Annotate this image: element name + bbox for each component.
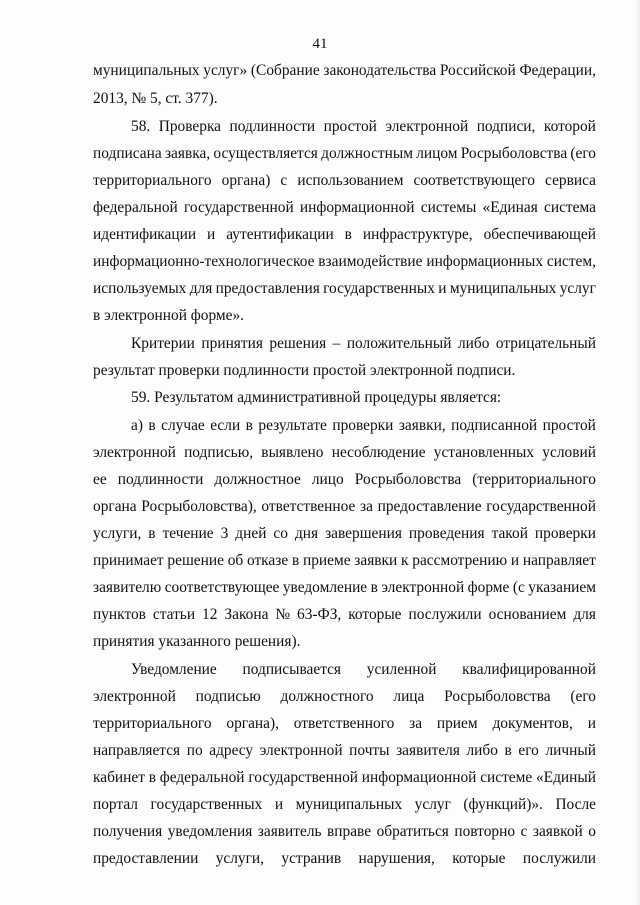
text-line [93,715,596,733]
word: и [438,280,447,297]
word: отрицательный [495,335,596,352]
paragraph-58-start [131,118,596,136]
word: нарушения, [358,850,435,867]
word: электронной [93,688,176,705]
word: органа) [221,172,271,189]
word: получения [93,823,163,840]
text-line [93,498,596,516]
word: проверки [332,417,394,434]
word: «Единый [535,769,596,786]
text-line [93,606,596,624]
word: системе [480,769,533,786]
word: выявлено [261,444,324,461]
word: территориального [93,715,212,732]
word: услуг [414,796,451,813]
word: подписи, [476,118,536,135]
word: (его [570,145,596,162]
word: систем, [546,253,596,270]
text-line [93,280,596,298]
word: форме [467,579,510,596]
word: его [518,742,539,759]
word: если [210,417,241,434]
word: о [588,823,596,840]
word: предоставление [377,498,482,515]
word: и [510,552,520,569]
word: Росрыболовства [354,471,462,488]
word: информационной [361,769,477,786]
word: Федерации, [519,62,596,79]
word: должностным [321,145,413,162]
scan-edge-shadow [634,0,640,905]
word: вправе [327,823,372,840]
word: почты [349,742,390,759]
word: Росрыболовства), [141,498,257,515]
word: по [186,742,203,759]
word: аутентификации [226,226,334,243]
word: должностного [280,688,374,705]
word: решения [269,335,327,352]
word: несоблюдение [331,444,426,461]
word: повторно [454,823,516,840]
word: принятия [201,335,263,352]
word: отказе [246,552,289,569]
word: условий [542,444,596,461]
word: пунктов [93,606,146,623]
word: ответственного [293,715,395,732]
word: лицом [416,145,458,162]
word: подлинности [229,118,316,135]
word: (его [570,688,596,705]
word: Критерии [131,335,195,352]
word: Росрыболовства [444,688,551,705]
word: услуги, [93,525,142,542]
word: заявителя [396,742,460,759]
text-line [93,796,596,814]
word: Закона [224,606,269,623]
word: либо [466,742,498,759]
word: электронной [259,742,343,759]
word: для [189,280,213,297]
word: которые [348,606,402,623]
word: инфраструктуре, [362,226,473,243]
word: для [573,606,596,623]
page-number: 41 [312,36,328,52]
word: за [360,498,373,515]
word: подписью [195,688,261,705]
word: подписывается [242,661,342,678]
word: (территориального [472,471,596,488]
word: случае [161,417,205,434]
word: устранив [281,850,342,867]
word: подлинности [117,471,204,488]
word: к [401,552,409,569]
word: заявитель [257,823,322,840]
word: 63-ФЗ, [297,606,342,623]
word: системы [420,199,477,216]
word: в [148,769,156,786]
word: Российской [439,62,516,79]
criteria-paragraph-start [131,335,596,353]
word: государственных [150,796,263,813]
word: № [275,606,291,623]
word: в [504,742,512,759]
word: и [207,226,216,243]
word: об [227,552,244,569]
word: использованием [297,172,404,189]
word: услуги, [215,850,265,867]
word: – [332,335,341,352]
word: идентификации [93,226,197,243]
word: подписанной [451,417,538,434]
notification-paragraph-start [131,661,596,679]
text-line [93,579,596,597]
text-line [93,444,596,462]
word: (с [512,579,525,596]
word: электронной [385,118,469,135]
word: дня [294,525,319,542]
word: территориального [93,172,212,189]
word: заявкой [532,823,583,840]
word: обратиться [376,823,449,840]
word: (Собрание [250,62,320,79]
word: предоставления [215,280,320,297]
word: федеральной [93,199,178,216]
word: заявки, [398,417,446,434]
word: ее [93,471,107,488]
word: осуществляется [213,145,318,162]
word: электронной [381,579,465,596]
word: и [587,715,596,732]
text-line: результат проверки подлинности простой электронной подписи. [93,362,516,379]
word: система [544,199,596,216]
word: за [409,715,423,732]
word: дней [235,525,267,542]
word: органа), [226,715,279,732]
word: 12 [202,606,218,623]
word: положительный [346,335,452,352]
word: лица [393,688,425,705]
word: 58. [131,118,151,135]
paragraph-59-heading: 59. Результатом административной процедуры является: [131,389,502,406]
word: кабинет [93,769,145,786]
word: соответствующего [413,172,535,189]
word: муниципальных [295,796,403,813]
word: ответственное [261,498,356,515]
word: портал [93,796,138,813]
word: услуг» [203,62,248,79]
word: с [280,172,288,189]
word: подписью, [184,444,254,461]
word: муниципальных [449,280,557,297]
word: Проверка [158,118,222,135]
word: в [370,579,378,596]
word: соответствующее [164,579,280,596]
word: которой [543,118,596,135]
word: либо [457,335,490,352]
text-line [93,552,596,570]
text-line [93,525,596,543]
word: такой [491,525,528,542]
text-line [93,471,596,489]
word: После [555,796,596,813]
text-line [93,62,596,80]
word: законодательства [323,62,437,79]
word: завершения [325,525,402,542]
word: в [148,525,156,542]
word: в [245,417,253,434]
word: рассмотрению [412,552,508,569]
text-line [93,226,596,244]
word: указанием [528,579,596,596]
text-line [93,823,596,841]
word: в [291,552,300,569]
word: «Единая [482,199,538,216]
word: федеральной [159,769,245,786]
text-line [93,172,596,190]
word: простой [542,417,596,434]
word: послужили [522,850,596,867]
word: установленных [433,444,535,461]
word: заявителю [93,579,162,596]
text-line [93,742,596,760]
word: уведомление [282,579,368,596]
subparagraph-a-start [131,417,596,435]
word: результате [258,417,327,434]
word: обеспечивающей [483,226,596,243]
text-line [93,769,596,787]
word: со [273,525,288,542]
word: статьи [152,606,196,623]
word: послужили [408,606,482,623]
word: информационных [426,253,544,270]
text-line [93,253,596,271]
word: решение [167,552,224,569]
word: (функций)». [463,796,543,813]
word: лицо [311,471,344,488]
text-line [93,199,596,217]
text-line [93,850,596,868]
text-line [93,688,596,706]
word: заявки [354,552,398,569]
word: взаимодействие [318,253,423,270]
word: сервиса [545,172,596,189]
word: заявка, [164,145,211,162]
word: Росрыболовства [460,145,568,162]
word: усиленной [366,661,437,678]
word: подписана [93,145,162,162]
word: предоставлении [93,850,199,867]
word: государственной [248,769,359,786]
word: проведения [408,525,485,542]
word: простой [323,118,377,135]
text-line [93,145,596,163]
word: с [520,823,528,840]
word: направляет [522,552,596,569]
word: адресу [209,742,254,759]
word: должностное [214,471,301,488]
text-line: в электронной форме». [93,307,245,324]
word: течение [162,525,214,542]
word: информационной [299,199,415,216]
word: 3 [220,525,229,542]
word: используемых [93,280,187,297]
word: принимает [93,552,164,569]
word: направляется [93,742,181,759]
word: личный [545,742,596,759]
word: документов, [492,715,573,732]
word: информационно-технологическое [93,253,315,270]
word: приеме [302,552,351,569]
word: государственной [184,199,294,216]
word: уведомления [167,823,253,840]
word: органа [93,498,137,515]
word: услуг [559,280,596,297]
word: государственной [486,498,596,515]
text-line: 2013, № 5, ст. 377). [93,90,218,107]
word: а) [131,417,143,434]
word: и [274,796,284,813]
word: проверки [534,525,596,542]
word: в [148,417,156,434]
text-line: принятия указанного решения). [93,633,301,650]
word: Уведомление [131,661,217,678]
word: квалифицированной [462,661,596,678]
word: муниципальных [93,62,200,79]
word: основанием [488,606,567,623]
word: которые [452,850,506,867]
word: электронной [93,444,176,461]
word: прием [436,715,478,732]
word: государственных [323,280,435,297]
word: в [344,226,352,243]
